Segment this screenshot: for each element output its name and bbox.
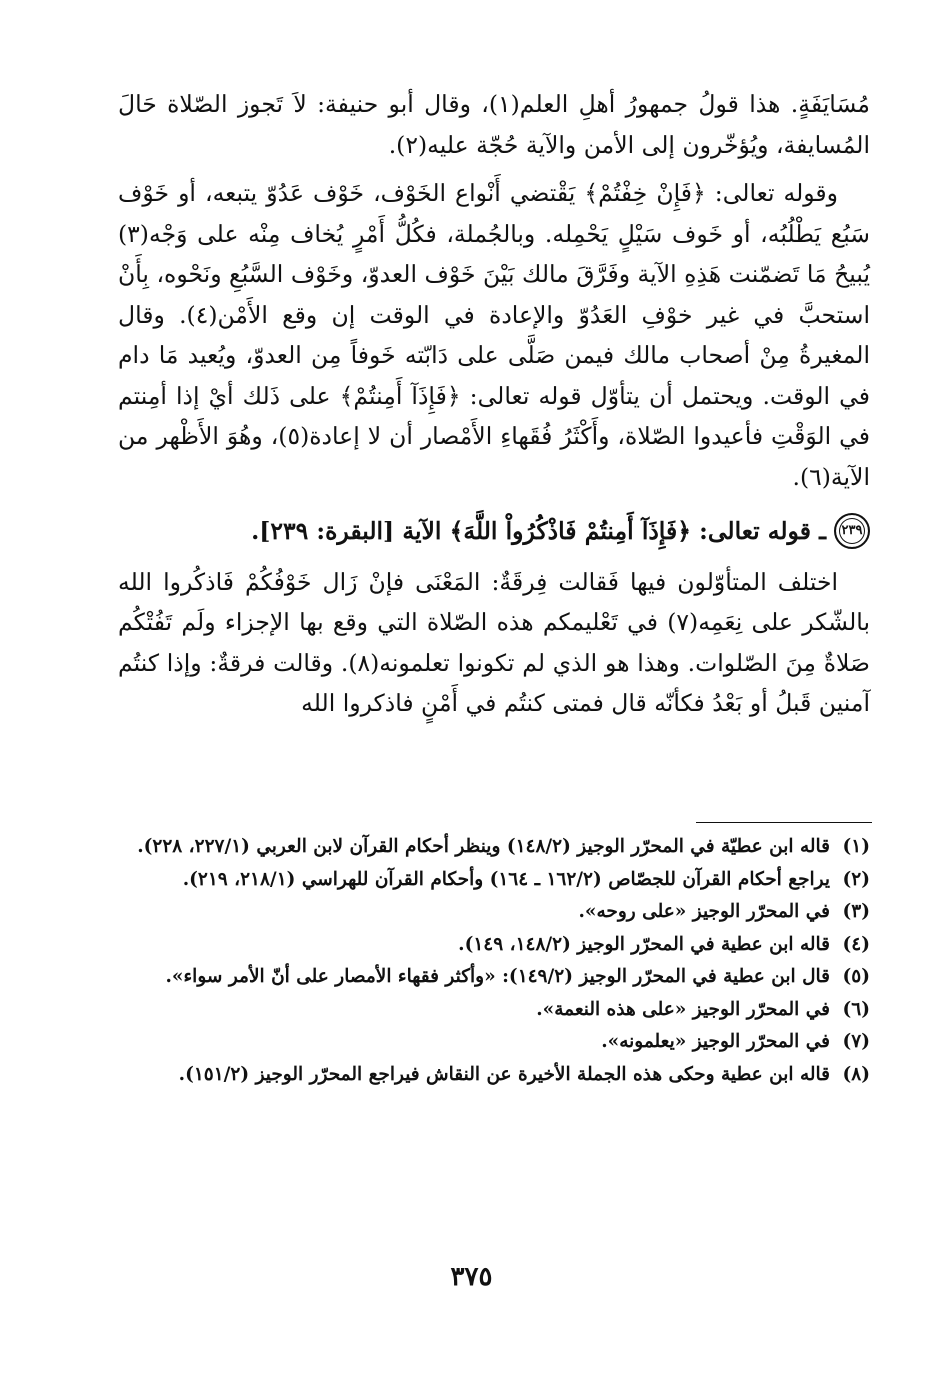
paragraph: مُسَايَفَةٍ. هذا قولُ جمهورُ أهلِ العلم(١)، وقال أبو حنيفة: لاَ تَجوز الصّلاة حَالَ المُسايفة، ويُؤخّرون إلى الأمن والآية حُجّة عليه(٢). [118, 90, 871, 159]
verse-heading [118, 511, 870, 552]
verse-heading-text: ـ قوله تعالى: ﴿فَإِذَآ أَمِنتُمْ فَاذْكُرُواْ اللَّهَ﴾ الآية [البقرة: ٢٣٩]. [251, 517, 826, 545]
footnote-text: قال ابن عطية في المحرّر الوجيز (١٤٩/٢): «وأكثر فقهاء الأمصار على أنّ الأمر سواء». [165, 966, 830, 987]
footnote-number: (٢) [842, 868, 870, 890]
footnote [118, 962, 870, 993]
footnote [118, 930, 870, 961]
footnote-separator [696, 822, 872, 823]
footnote-text: في المحرّر الوجيز «على هذه النعمة». [536, 998, 830, 1020]
footnote-text: في المحرّر الوجيز «على روحه». [578, 901, 830, 922]
footnote [118, 1027, 870, 1058]
footnote [118, 865, 870, 896]
paragraph: اختلف المتأوّلون فيها فَقالت فِرقَةٌ: المَعْنَى فإنْ زَال خَوْفُكُمْ فَاذكُروا الله بالشّكر على نِعَمِه(٧) في تَعْليمكم هذه الصّلاة التي وقع بها الإجزاء ولَم تَفُتْكُم صَلاةٌ مِنَ الصّلوات. وهذا هو الذي لم تكونوا تعلمونه(٨). وقالت فرقةٌ: وإذا كنتُم آمنين قَبلُ أو بَعْدُ فكأنّه قال فمتى كنتُم في أَمْنٍ فاذكروا الله [118, 567, 870, 717]
footnote-number: (٥) [842, 966, 870, 987]
verse-number-badge: ٢٣٩ [834, 513, 870, 549]
footnotes [118, 832, 870, 1092]
footnote-number: (١) [842, 836, 870, 857]
footnote-number: (٣) [842, 901, 870, 922]
footnote-text: في المحرّر الوجيز «يعلمونه». [601, 1031, 830, 1052]
footnote [118, 1060, 870, 1091]
footnote-text: قاله ابن عطية في المحرّر الوجيز (١٤٨/٢، ١٤٩). [458, 933, 830, 955]
paragraph: وقوله تعالى: ﴿فَإِنْ خِفْتُمْ﴾ يَقْتضي أَنْواع الخَوْف، خَوْف عَدُوّ يتبعه، أو خَوْف سَبُع يَطْلُبُه، أو خَوف سَيْلٍ يَحْمِله. وبالجُملة، فكُلُّ أَمْرٍ يُخاف مِنْه على وَجْه(٣) يُبيحُ مَا تَضمّنت هَذِهِ الآية وفَرَّقَ مالك بَيْنَ خَوْف العدوّ، وخَوْف السَّبُعِ ونَحْوه، بِأَنْ استحبَّ في غير خوْفِ العَدُوّ والإعادة في الوقت إن وقع الأَمْن(٤). وقال المغيرةُ مِنْ أصحاب مالك فيمن صَلَّى على دَابّته خَوفاً مِن العدوّ، ويُعيد مَا دام في الوقت. ويحتمل أن يتأوّل قوله تعالى: ﴿فَإِذَآ أَمِنتُمْ﴾ على ذَلك أيْ إذا أمِنتم في الوَقْتِ فأعيدوا الصّلاة، وأَكْثَرُ فُقَهاءِ الأَمْصار أن لا إعادة(٥)، وهُوَ الأَظْهر من الآية(٦). [118, 179, 870, 491]
footnote-number: (٧) [842, 1031, 870, 1052]
main-text [118, 84, 870, 728]
footnote-number: (٦) [842, 998, 870, 1020]
footnote-number: (٤) [842, 933, 870, 955]
footnote [118, 897, 870, 928]
footnote [118, 995, 870, 1026]
footnote-text: يراجع أحكام القرآن للجصّاص (١٦٢/٢ ـ ١٦٤) وأحكام القرآن للهراسي (٢١٨/١، ٢١٩). [182, 868, 830, 890]
page-number: ٣٧٥ [450, 1262, 493, 1292]
footnote [118, 832, 870, 863]
footnote-text: قاله ابن عطيّة في المحرّر الوجيز (١٤٨/٢) وينظر أحكام القرآن لابن العربي (٢٢٧/١، ٢٢٨). [137, 836, 830, 857]
footnote-text: قاله ابن عطية وحكى هذه الجملة الأخيرة عن النقاش فيراجع المحرّر الوجيز (١٥١/٢). [178, 1063, 830, 1085]
footnote-number: (٨) [842, 1063, 870, 1085]
